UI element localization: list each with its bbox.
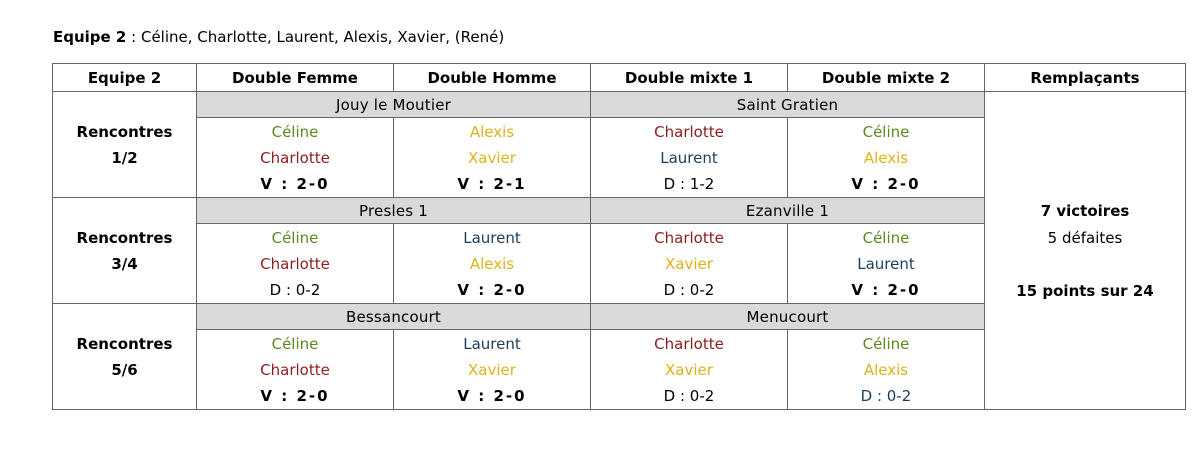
player-1: Alexis [469, 122, 515, 141]
player-2: Xavier [665, 254, 713, 273]
team-heading-members: Céline, Charlotte, Laurent, Alexis, Xavier, (René) [140, 28, 505, 46]
player-1: Laurent [463, 228, 521, 247]
results-body [53, 92, 1186, 410]
round-cell [53, 198, 197, 304]
match-cell [197, 224, 394, 304]
player-1: Charlotte [654, 334, 724, 353]
round-cell [53, 304, 197, 410]
match-score: D : 0-2 [663, 280, 715, 299]
match-cell [788, 330, 985, 410]
round-number: 1/2 [111, 148, 138, 167]
match-cell [591, 330, 788, 410]
round-label: Rencontres [76, 228, 173, 247]
match-score: V : 2-0 [260, 174, 330, 193]
player-2: Charlotte [260, 148, 330, 167]
summary-victories: 7 victoires [1040, 201, 1130, 220]
match-score: V : 2-0 [851, 174, 921, 193]
header-double-mixte-1: Double mixte 1 [591, 64, 788, 92]
match-cell [197, 330, 394, 410]
match-score: V : 2-1 [457, 174, 527, 193]
match-cell [788, 224, 985, 304]
header-substitutes: Remplaçants [985, 64, 1186, 92]
header-double-mixte-2: Double mixte 2 [788, 64, 985, 92]
player-1: Céline [862, 228, 910, 247]
round-number: 3/4 [111, 254, 138, 273]
venue-right: Saint Gratien [591, 92, 985, 118]
match-score: V : 2-0 [457, 280, 527, 299]
summary-gap [985, 252, 1185, 278]
player-2: Charlotte [260, 254, 330, 273]
venue-left: Bessancourt [197, 304, 591, 330]
match-cell [394, 118, 591, 198]
match-cell [394, 330, 591, 410]
match-cell [197, 118, 394, 198]
match-score: D : 0-2 [860, 386, 912, 405]
player-1: Céline [271, 334, 319, 353]
header-row [53, 64, 1186, 92]
header-double-femme: Double Femme [197, 64, 394, 92]
player-1: Charlotte [654, 228, 724, 247]
player-1: Céline [862, 122, 910, 141]
match-score: V : 2-0 [457, 386, 527, 405]
player-2: Charlotte [260, 360, 330, 379]
results-table [52, 63, 1186, 410]
summary-cell [985, 92, 1186, 410]
round-cell [53, 92, 197, 198]
header-double-homme: Double Homme [394, 64, 591, 92]
match-cell [591, 224, 788, 304]
player-2: Xavier [468, 360, 516, 379]
player-1: Céline [271, 122, 319, 141]
player-1: Laurent [463, 334, 521, 353]
venue-left: Presles 1 [197, 198, 591, 224]
player-1: Charlotte [654, 122, 724, 141]
match-cell [591, 118, 788, 198]
match-cell [788, 118, 985, 198]
header-team: Equipe 2 [53, 64, 197, 92]
match-score: D : 0-2 [269, 280, 321, 299]
round-number: 5/6 [111, 360, 138, 379]
venue-row [53, 92, 1186, 118]
summary-defeats: 5 défaites [1047, 228, 1123, 247]
match-score: D : 1-2 [663, 174, 715, 193]
player-1: Céline [271, 228, 319, 247]
player-2: Alexis [469, 254, 515, 273]
venue-right: Menucourt [591, 304, 985, 330]
player-2: Alexis [863, 148, 909, 167]
team-heading-label: Equipe 2 [53, 28, 127, 46]
summary-points: 15 points sur 24 [1016, 281, 1154, 300]
player-1: Céline [862, 334, 910, 353]
player-2: Laurent [660, 148, 718, 167]
team-heading-separator: : [126, 28, 141, 46]
match-cell [394, 224, 591, 304]
round-label: Rencontres [76, 334, 173, 353]
round-label: Rencontres [76, 122, 173, 141]
venue-right: Ezanville 1 [591, 198, 985, 224]
match-score: D : 0-2 [663, 386, 715, 405]
player-2: Xavier [665, 360, 713, 379]
match-score: V : 2-0 [851, 280, 921, 299]
player-2: Xavier [468, 148, 516, 167]
match-score: V : 2-0 [260, 386, 330, 405]
team-heading [53, 28, 504, 46]
player-2: Laurent [857, 254, 915, 273]
venue-left: Jouy le Moutier [197, 92, 591, 118]
player-2: Alexis [863, 360, 909, 379]
